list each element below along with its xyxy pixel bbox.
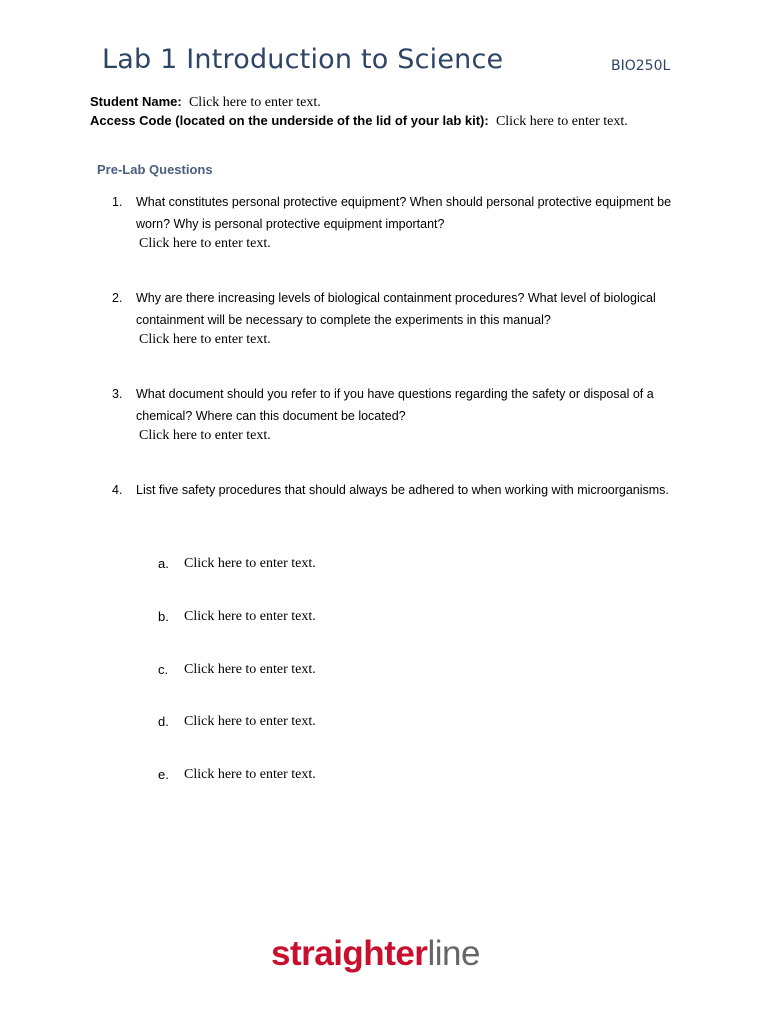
section-heading: Pre-Lab Questions (97, 162, 213, 177)
student-name-label: Student Name: (90, 94, 182, 109)
question-number: 4. (112, 483, 123, 497)
access-code-field[interactable]: Click here to enter text. (495, 114, 628, 129)
question-number: 1. (112, 195, 123, 209)
student-name-field[interactable]: Click here to enter text. (188, 95, 321, 110)
student-name-row (90, 94, 321, 111)
question-text: List five safety procedures that should always be adhered to when working with microorganisms. (136, 483, 669, 497)
straighterline-logo (271, 934, 480, 974)
logo-light-text: line (427, 934, 480, 973)
answer-field[interactable]: Click here to enter text. (184, 767, 316, 782)
answer-field[interactable]: Click here to enter text. (184, 556, 316, 571)
answer-field[interactable]: Click here to enter text. (184, 714, 316, 729)
answer-field[interactable]: Click here to enter text. (139, 236, 271, 251)
sub-item-letter: d. (158, 714, 169, 729)
access-code-row (90, 113, 628, 130)
page-title: Lab 1 Introduction to Science (102, 44, 504, 75)
answer-field[interactable]: Click here to enter text. (139, 428, 271, 443)
sub-item-letter: c. (158, 662, 169, 677)
sub-item-letter: b. (158, 609, 169, 624)
course-code: BIO250L (611, 58, 671, 74)
question-number: 3. (112, 387, 123, 401)
answer-field[interactable]: Click here to enter text. (184, 662, 316, 677)
question-number: 2. (112, 291, 123, 305)
logo-bold-text: straighter (271, 934, 428, 973)
sub-item-letter: a. (158, 556, 169, 571)
answer-field[interactable]: Click here to enter text. (139, 332, 271, 347)
question-text: What document should you refer to if you have questions regarding the safety or disposal of a chemical? Where can this document be located? (136, 387, 654, 423)
question-text: What constitutes personal protective equipment? When should personal protective equipment be worn? Why is personal protective equipment important? (136, 195, 672, 231)
answer-field[interactable]: Click here to enter text. (184, 609, 316, 624)
access-code-label: Access Code (located on the underside of the lid of your lab kit): (90, 113, 489, 128)
sub-item-letter: e. (158, 767, 169, 782)
question-text: Why are there increasing levels of biological containment procedures? What level of biological containment will be necessary to complete the experiments in this manual? (136, 291, 656, 327)
